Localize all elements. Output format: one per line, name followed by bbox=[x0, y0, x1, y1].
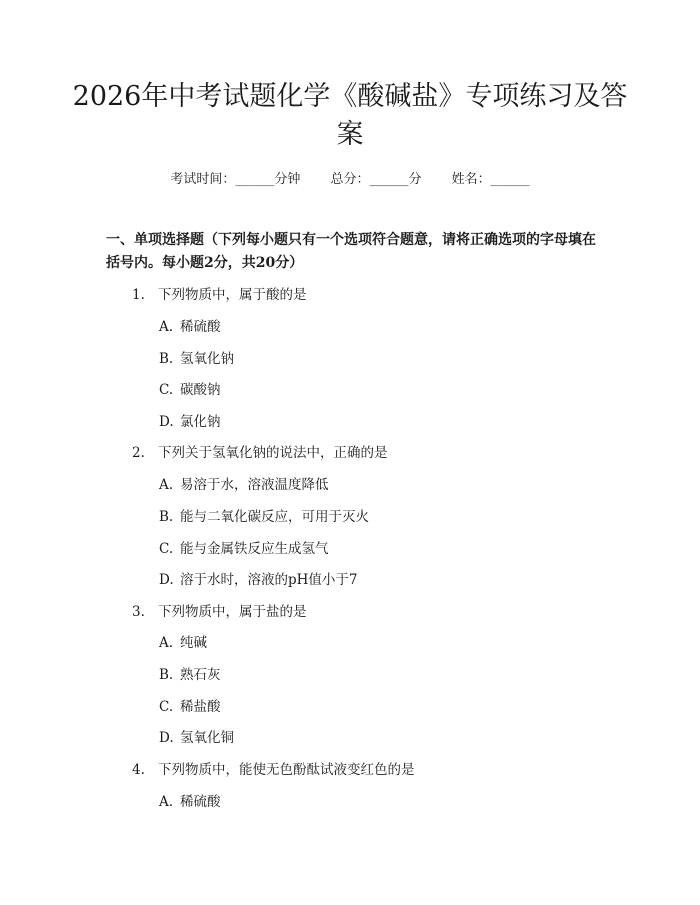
option-label: C. bbox=[159, 699, 174, 715]
option bbox=[159, 790, 221, 810]
option-text: 碳酸钠 bbox=[180, 382, 221, 398]
question-text: 下列物质中，属于盐的是 bbox=[158, 604, 307, 620]
question bbox=[132, 600, 307, 620]
option-text: 稀硫酸 bbox=[180, 794, 221, 810]
option-label: C. bbox=[159, 541, 174, 557]
option-label: C. bbox=[159, 382, 174, 398]
option bbox=[159, 663, 221, 683]
option-label: B. bbox=[159, 351, 174, 367]
option-label: D. bbox=[159, 414, 174, 430]
document-title: 2026年中考试题化学《酸碱盐》专项练习及答案 bbox=[72, 81, 628, 150]
question-text: 下列物质中，属于酸的是 bbox=[158, 287, 307, 303]
option-text: 能与金属铁反应生成氢气 bbox=[180, 541, 329, 557]
option-label: D. bbox=[159, 730, 174, 746]
option-text: 易溶于水，溶液温度降低 bbox=[180, 477, 329, 493]
option-label: A. bbox=[159, 319, 174, 335]
section-heading: 一、单项选择题（下列每小题只有一个选项符合题意，请将正确选项的字母填在括号内。每小题2分，共20分） bbox=[106, 232, 596, 271]
question-number: 1. bbox=[132, 287, 145, 303]
option-text: 溶于水时，溶液的pH值小于7 bbox=[180, 572, 358, 588]
option-label: A. bbox=[159, 635, 174, 651]
option bbox=[159, 695, 221, 715]
option bbox=[159, 315, 221, 335]
option-text: 稀盐酸 bbox=[180, 699, 221, 715]
total-score-field: 总分：______分 bbox=[330, 172, 422, 187]
question bbox=[132, 441, 388, 461]
option bbox=[159, 347, 234, 367]
question-number: 2. bbox=[132, 445, 145, 461]
option bbox=[159, 537, 329, 557]
question bbox=[132, 758, 415, 778]
option-label: B. bbox=[159, 667, 174, 683]
option bbox=[159, 473, 329, 493]
option bbox=[159, 378, 221, 398]
option bbox=[159, 631, 207, 651]
question-number: 4. bbox=[132, 762, 145, 778]
exam-time-field: 考试时间：______分钟 bbox=[170, 172, 301, 187]
option-text: 熟石灰 bbox=[180, 667, 221, 683]
option-text: 能与二氧化碳反应，可用于灭火 bbox=[180, 509, 369, 525]
question bbox=[132, 283, 307, 303]
question-text: 下列关于氢氧化钠的说法中，正确的是 bbox=[158, 445, 388, 461]
option-label: D. bbox=[159, 572, 174, 588]
student-name-field: 姓名：______ bbox=[451, 172, 530, 187]
question-number: 3. bbox=[132, 604, 145, 620]
option-text: 氢氧化钠 bbox=[180, 351, 234, 367]
option bbox=[159, 568, 358, 588]
option-text: 纯碱 bbox=[180, 635, 207, 651]
option bbox=[159, 726, 234, 746]
option-text: 氢氧化铜 bbox=[180, 730, 234, 746]
question-text: 下列物质中，能使无色酚酞试液变红色的是 bbox=[158, 762, 415, 778]
option bbox=[159, 410, 221, 430]
option-label: B. bbox=[159, 509, 174, 525]
exam-info bbox=[0, 168, 700, 187]
option-text: 氯化钠 bbox=[180, 414, 221, 430]
option-label: A. bbox=[159, 477, 174, 493]
option-label: A. bbox=[159, 794, 174, 810]
option-text: 稀硫酸 bbox=[180, 319, 221, 335]
option bbox=[159, 505, 369, 525]
